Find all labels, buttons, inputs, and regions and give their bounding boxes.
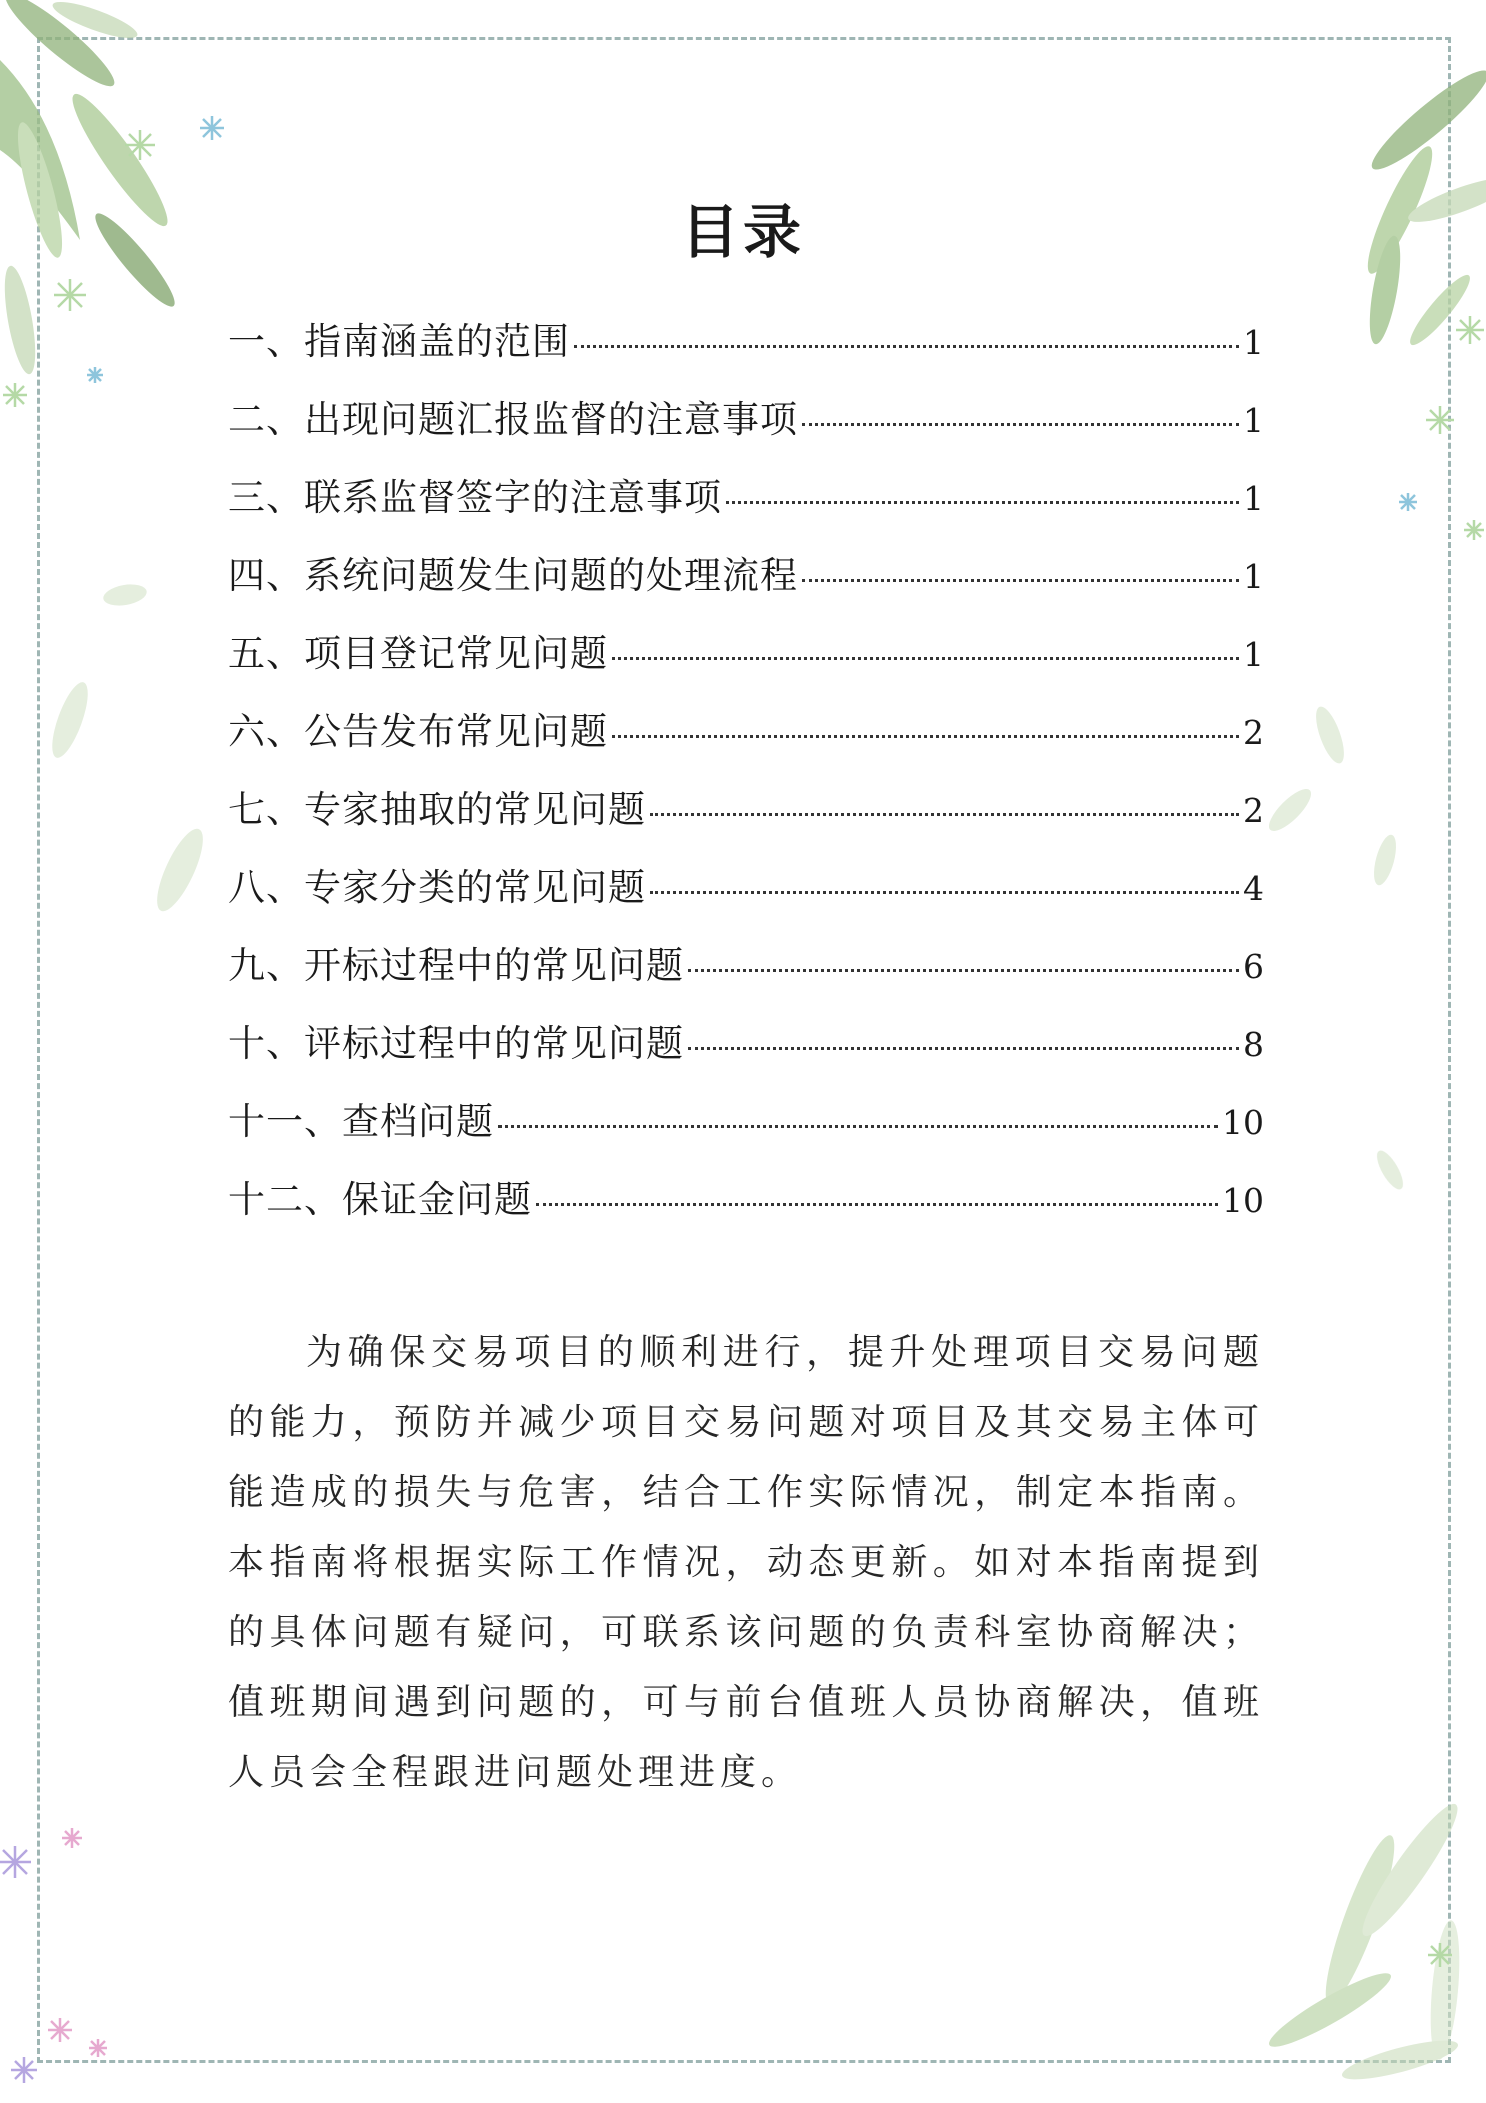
toc-entry-page-number[interactable]: 10 [1222,1103,1264,1142]
toc-entry-label[interactable]: 五、项目登记常见问题 [228,632,608,675]
toc-entry-page-number[interactable]: 2 [1243,713,1264,752]
toc-entry[interactable] [228,381,1264,459]
toc-entry-page-number[interactable]: 10 [1222,1181,1264,1220]
toc-entry-label[interactable]: 七、专家抽取的常见问题 [228,788,646,831]
toc-dot-leader [650,813,1239,816]
toc-entry-label[interactable]: 六、公告发布常见问题 [228,710,608,753]
toc-dot-leader [574,345,1239,348]
toc-entry[interactable] [228,615,1264,693]
page-title: 目录 [680,198,805,266]
toc-entry-label[interactable]: 九、开标过程中的常见问题 [228,944,684,987]
toc-entry-label[interactable]: 一、指南涵盖的范围 [228,320,570,363]
toc-entry[interactable] [228,459,1264,537]
toc-entry[interactable] [228,927,1264,1005]
toc-entry-label[interactable]: 十二、保证金问题 [228,1178,532,1221]
toc-entry-label[interactable]: 八、专家分类的常见问题 [228,866,646,909]
toc-entry[interactable] [228,849,1264,927]
toc-entry-label[interactable]: 三、联系监督签字的注意事项 [228,476,722,519]
toc-entry-page-number[interactable]: 1 [1243,557,1264,596]
toc-dot-leader [688,969,1239,972]
toc-entry[interactable] [228,1083,1264,1161]
toc-entry-label[interactable]: 十一、查档问题 [228,1100,494,1143]
toc-dot-leader [498,1125,1218,1128]
toc-entry[interactable] [228,537,1264,615]
toc-entry-page-number[interactable]: 6 [1243,947,1264,986]
toc-entry-page-number[interactable]: 2 [1243,791,1264,830]
toc-dot-leader [688,1047,1239,1050]
toc-dot-leader [802,579,1239,582]
intro-paragraph: 为确保交易项目的顺利进行，提升处理项目交易问题的能力，预防并减少项目交易问题对项目及其交易主体可能造成的损失与危害，结合工作实际情况，制定本指南。本指南将根据实际工作情况，动态更新。如对本指南提到的具体问题有疑问，可联系该问题的负责科室协商解决；值班期间遇到问题的，可与前台值班人员协商解决，值班人员会全程跟进问题处理进度。 [228,1332,1264,1793]
toc-entry[interactable] [228,303,1264,381]
toc-entry[interactable] [228,1161,1264,1239]
toc-entry[interactable] [228,693,1264,771]
toc-entry-page-number[interactable]: 8 [1243,1025,1264,1064]
toc-dot-leader [612,657,1239,660]
toc-entry-page-number[interactable]: 1 [1243,323,1264,362]
toc-dot-leader [536,1203,1218,1206]
toc-entry-label[interactable]: 四、系统问题发生问题的处理流程 [228,554,798,597]
toc-entry[interactable] [228,771,1264,849]
toc-entry[interactable] [228,1005,1264,1083]
table-of-contents [228,303,1264,1239]
toc-entry-page-number[interactable]: 4 [1243,869,1264,908]
toc-dot-leader [650,891,1239,894]
toc-dot-leader [802,423,1239,426]
toc-dot-leader [726,501,1239,504]
toc-entry-label[interactable]: 二、出现问题汇报监督的注意事项 [228,398,798,441]
toc-entry-page-number[interactable]: 1 [1243,635,1264,674]
toc-dot-leader [612,735,1239,738]
toc-entry-label[interactable]: 十、评标过程中的常见问题 [228,1022,684,1065]
toc-entry-page-number[interactable]: 1 [1243,479,1264,518]
toc-entry-page-number[interactable]: 1 [1243,401,1264,440]
